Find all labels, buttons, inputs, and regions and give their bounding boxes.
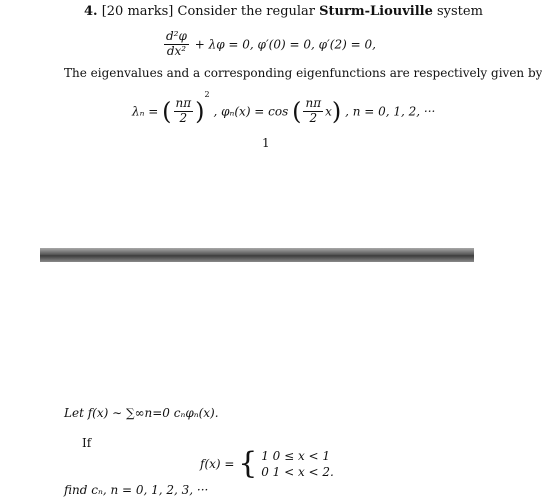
- ode-fraction-den: dx²: [164, 44, 189, 59]
- if-label: If: [82, 436, 92, 450]
- lambda-power: 2: [204, 90, 210, 99]
- piecewise-brace: {: [238, 446, 258, 482]
- question-number: 4.: [84, 4, 98, 19]
- ode-rest: + λφ = 0, φ′(0) = 0, φ′(2) = 0,: [194, 37, 376, 52]
- cos-fraction: [303, 97, 323, 126]
- ode-equation: [162, 30, 376, 59]
- piecewise-row-1: 1 0 ≤ x < 1: [261, 449, 331, 463]
- page-number: 1: [262, 136, 270, 150]
- find-line: find cₙ, n = 0, 1, 2, 3, ···: [64, 483, 209, 497]
- cos-right-paren: ): [331, 97, 342, 126]
- question-marks: [20 marks]: [101, 4, 174, 19]
- cos-argument: x: [325, 104, 332, 119]
- page-top: [0, 0, 542, 246]
- page-divider: [40, 248, 474, 262]
- eigen-sentence: The eigenvalues and a corresponding eigenfunctions are respectively given by: [64, 66, 542, 80]
- piecewise-definition: [200, 448, 334, 480]
- lambda-fraction: [174, 97, 194, 126]
- left-paren: (: [162, 97, 172, 126]
- question-intro: Consider the regular: [177, 4, 316, 19]
- lambda-fraction-den: 2: [174, 111, 194, 126]
- system-word: system: [436, 4, 483, 19]
- piecewise-lhs: f(x) =: [200, 457, 235, 472]
- phi-lhs: , φₙ(x) = cos: [213, 104, 289, 119]
- let-line: Let f(x) ∼ ∑∞n=0 cₙφₙ(x).: [64, 406, 219, 420]
- system-name: Sturm-Liouville: [319, 4, 433, 19]
- cos-fraction-den: 2: [303, 111, 323, 126]
- piecewise-row-2: 0 1 < x < 2.: [261, 465, 334, 480]
- cos-fraction-num: nπ: [305, 96, 322, 111]
- cos-left-paren: (: [292, 97, 302, 126]
- eigen-tail: , n = 0, 1, 2, ···: [345, 104, 436, 119]
- ode-fraction: [164, 30, 189, 59]
- right-paren: ): [195, 97, 205, 126]
- lambda-lhs: λₙ =: [132, 104, 159, 119]
- eigen-equation: [132, 90, 435, 126]
- ode-fraction-num: d²φ: [166, 29, 187, 43]
- lambda-fraction-num: nπ: [175, 96, 192, 111]
- page-bottom: [0, 262, 474, 504]
- question-heading: [84, 4, 483, 19]
